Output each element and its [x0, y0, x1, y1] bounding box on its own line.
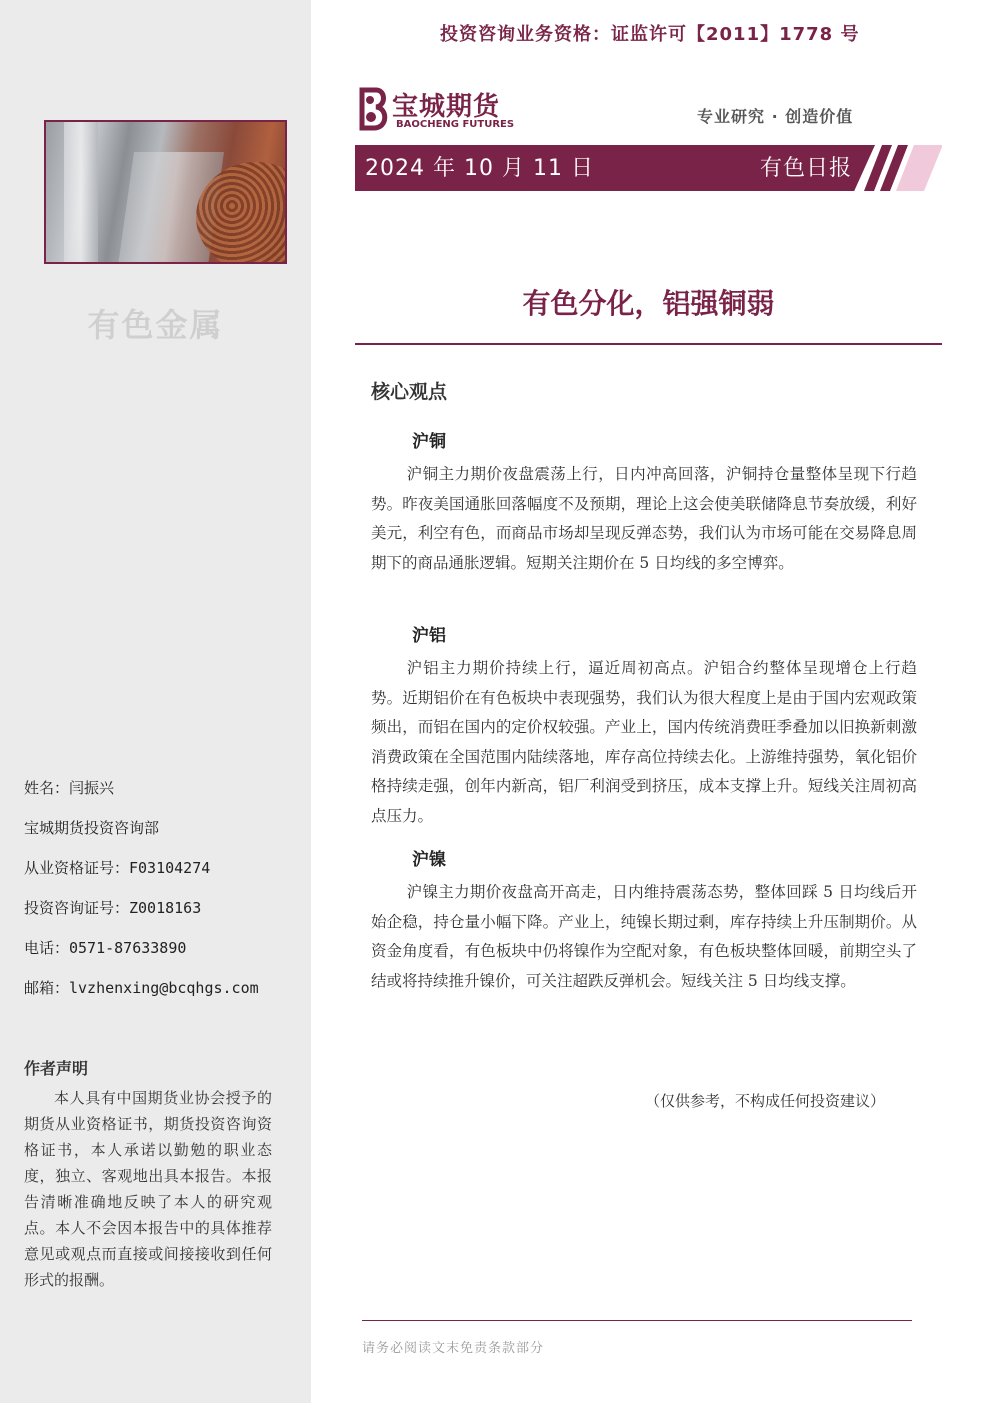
- section-heading: 沪铜: [412, 432, 446, 452]
- logo-chinese-name: 宝城期货: [392, 92, 501, 122]
- section-copper: [371, 430, 917, 578]
- banner-stripes-decoration: [860, 145, 942, 191]
- logo-english-name: BAOCHENG FUTURES: [396, 119, 515, 130]
- analyst-department: 宝城期货投资咨询部: [24, 819, 160, 837]
- license-line: 投资咨询业务资格：证监许可【2011】1778 号: [440, 24, 860, 45]
- core-view-heading: 核心观点: [371, 381, 448, 403]
- report-type: 有色日报: [760, 156, 853, 181]
- title-divider: [355, 343, 942, 345]
- category-title: 有色金属: [87, 306, 224, 344]
- section-body: 沪铝主力期价持续上行，逼近周初高点。沪铝合约整体呈现增仓上行趋势。近期铝价在有色板块中表现强势，我们认为很大程度上是由于国内宏观政策频出，而铝在国内的定价权较强。产业上，国内传统消费旺季叠加以旧换新刺激消费政策在全国范围内陆续落地，库存高位持续去化。上游维持强势，氧化铝价格持续走强，创年内新高，铝厂利润受到挤压，成本支撑上升。短线关注周初高点压力。: [371, 659, 917, 825]
- section-nickel: [371, 848, 917, 996]
- footer-note: 请务必阅读文末免责条款部分: [362, 1341, 545, 1356]
- left-sidebar: [0, 0, 311, 1403]
- consulting-license: 投资咨询证号：Z0018163: [24, 899, 202, 917]
- section-heading: 沪铝: [412, 626, 446, 646]
- section-body: 沪镍主力期价夜盘高开高走，日内维持震荡态势，整体回踩 5 日均线后开始企稳，持仓量小幅下降。产业上，纯镍长期过剩，库存持续上升压制期价。从资金角度看，有色板块中仍将镍作为空配对象，有色板块整体回暖，前期空头了结或将持续推升镍价，可关注超跌反弹机会。短线关注 5 日均线支撑。: [371, 883, 917, 990]
- analyst-name: 姓名：闫振兴: [24, 779, 115, 797]
- slogan: 专业研究 · 创造价值: [697, 107, 854, 126]
- section-aluminum: [371, 624, 917, 831]
- report-date: 2024 年 10 月 11 日: [365, 156, 594, 181]
- metal-cover-image: [44, 120, 287, 264]
- analyst-email[interactable]: 邮箱：lvzhenxing@bcqhgs.com: [24, 979, 259, 997]
- investment-disclaimer: （仅供参考，不构成任何投资建议）: [645, 1092, 886, 1110]
- page-title: 有色分化，铝强铜弱: [522, 287, 775, 320]
- analyst-contact: [24, 776, 294, 1016]
- declaration-title: 作者声明: [24, 1059, 89, 1078]
- practice-license: 从业资格证号：F03104274: [24, 859, 211, 877]
- analyst-phone: 电话：0571-87633890: [24, 939, 187, 957]
- company-logo: [356, 86, 536, 132]
- footer-divider: [362, 1320, 912, 1321]
- logo-mark-icon: [356, 86, 390, 132]
- section-body: 沪铜主力期价夜盘震荡上行，日内冲高回落，沪铜持仓量整体呈现下行趋势。昨夜美国通胀回落幅度不及预期，理论上这会使美联储降息节奏放缓，利好美元，利空有色，而商品市场却呈现反弹态势，我们认为市场可能在交易降息周期下的商品通胀逻辑。短期关注期价在 5 日均线的多空博弈。: [371, 465, 917, 572]
- section-heading: 沪镍: [412, 850, 446, 870]
- declaration-text: 本人具有中国期货业协会授予的期货从业资格证书，期货投资咨询资格证书，本人承诺以勤勉的职业态度，独立、客观地出具本报告。本报告清晰准确地反映了本人的研究观点。本人不会因本报告中的具体推荐意见或观点而直接或间接接收到任何形式的报酬。: [24, 1089, 272, 1289]
